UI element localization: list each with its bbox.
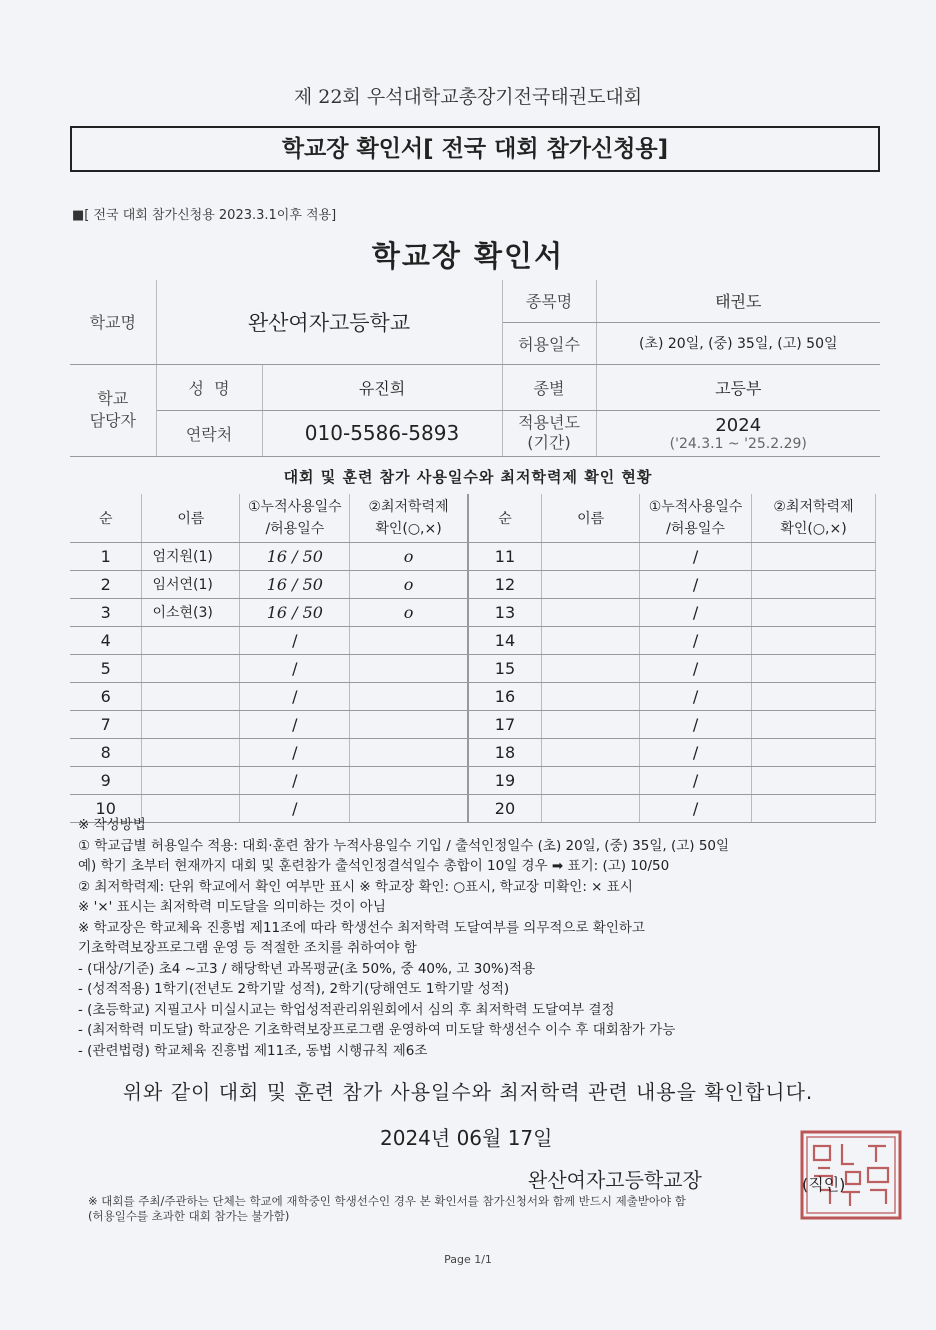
min-academic-check: o bbox=[350, 570, 468, 598]
row-number: 19 bbox=[468, 766, 542, 794]
student-name bbox=[142, 626, 240, 654]
col-name-header: 이름 bbox=[142, 494, 240, 542]
min-academic-check bbox=[752, 794, 876, 822]
year-label: 적용년도 (기간) bbox=[502, 410, 596, 456]
min-academic-check bbox=[752, 682, 876, 710]
instruction-line: - (초등학교) 지필고사 미실시교는 학업성적관리위원회에서 심의 후 최저학력 도달여부 결정 bbox=[78, 1001, 615, 1018]
row-number: 2 bbox=[70, 570, 142, 598]
instruction-line: ① 학교급별 허용일수 적용: 대회·훈련 참가 누적사용일수 기입 / 출석인정일수 (초) 20일, (중) 35일, (고) 50일 bbox=[78, 837, 730, 854]
row-number: 6 bbox=[70, 682, 142, 710]
instruction-line: ※ '×' 표시는 최저학력 미도달을 의미하는 것이 아님 bbox=[78, 899, 386, 915]
row-number: 16 bbox=[468, 682, 542, 710]
min-academic-check bbox=[350, 710, 468, 738]
row-number: 8 bbox=[70, 738, 142, 766]
row-number: 9 bbox=[70, 766, 142, 794]
usage-title: 대회 및 훈련 참가 사용일수와 최저학력제 확인 현황 bbox=[283, 468, 653, 486]
min-academic-check bbox=[350, 654, 468, 682]
used-days: / bbox=[640, 570, 752, 598]
school-label: 학교명 bbox=[70, 280, 156, 364]
student-name bbox=[542, 570, 640, 598]
col-no-header: 순 bbox=[468, 494, 542, 542]
used-days: / bbox=[240, 794, 350, 822]
event-title: 제 22회 우석대학교총장기전국태권도대회 bbox=[293, 86, 643, 108]
info-table bbox=[70, 280, 880, 457]
row-number: 17 bbox=[468, 710, 542, 738]
row-number: 1 bbox=[70, 542, 142, 570]
min-academic-check bbox=[752, 710, 876, 738]
table-row bbox=[70, 738, 876, 766]
main-title: 학교장 확인서 bbox=[371, 239, 565, 273]
instruction-line: 기초학력보장프로그램 운영 등 적절한 조치를 취하여야 함 bbox=[78, 940, 417, 956]
contact-label: 연락처 bbox=[156, 410, 262, 456]
manager-label: 학교 담당자 bbox=[70, 364, 156, 456]
col-no-header: 순 bbox=[70, 494, 142, 542]
row-number: 15 bbox=[468, 654, 542, 682]
min-academic-check bbox=[752, 738, 876, 766]
year-value: 2024 bbox=[715, 414, 762, 436]
instructions-heading: ※ 작성방법 bbox=[78, 817, 146, 833]
row-number: 18 bbox=[468, 738, 542, 766]
period-value: ('24.3.1 ~ '25.2.29) bbox=[669, 435, 807, 452]
used-days: / bbox=[640, 710, 752, 738]
used-days: / bbox=[240, 682, 350, 710]
year-cell bbox=[596, 410, 880, 456]
col-check-header: ②최저학력제 확인(○,×) bbox=[350, 494, 468, 542]
student-name bbox=[142, 710, 240, 738]
min-academic-check: o bbox=[350, 542, 468, 570]
student-name bbox=[542, 682, 640, 710]
row-number: 12 bbox=[468, 570, 542, 598]
usage-table bbox=[70, 494, 876, 823]
student-name: 이소현(3) bbox=[142, 598, 240, 626]
row-number: 13 bbox=[468, 598, 542, 626]
name-value: 유진희 bbox=[262, 364, 502, 410]
min-academic-check bbox=[752, 598, 876, 626]
category-value: 고등부 bbox=[596, 364, 880, 410]
table-row bbox=[70, 542, 876, 570]
col-days-header: ①누적사용일수 /허용일수 bbox=[240, 494, 350, 542]
used-days: 16 / 50 bbox=[240, 542, 350, 570]
confirmation-statement: 위와 같이 대회 및 훈련 참가 사용일수와 최저학력 관련 내용을 확인합니다. bbox=[122, 1080, 814, 1104]
row-number: 20 bbox=[468, 794, 542, 822]
min-academic-check bbox=[350, 766, 468, 794]
instruction-line: ※ 학교장은 학교체육 진흥법 제11조에 따라 학생선수 최저학력 도달여부를 의무적으로 확인하고 bbox=[78, 919, 645, 936]
name-label: 성 명 bbox=[156, 364, 262, 410]
table-row bbox=[70, 570, 876, 598]
min-academic-check bbox=[752, 654, 876, 682]
min-academic-check bbox=[350, 738, 468, 766]
used-days: / bbox=[640, 766, 752, 794]
table-row bbox=[70, 766, 876, 794]
contact-value: 010-5586-5893 bbox=[262, 410, 502, 456]
table-row bbox=[70, 682, 876, 710]
used-days: / bbox=[240, 626, 350, 654]
used-days: 16 / 50 bbox=[240, 598, 350, 626]
min-academic-check bbox=[752, 766, 876, 794]
used-days: / bbox=[640, 542, 752, 570]
used-days: / bbox=[640, 682, 752, 710]
col-days-header: ①누적사용일수 /허용일수 bbox=[640, 494, 752, 542]
student-name: 임서연(1) bbox=[142, 570, 240, 598]
student-name bbox=[142, 682, 240, 710]
instruction-line: - (최저학력 미도달) 학교장은 기초학력보장프로그램 운영하여 미도달 학생선수 이수 후 대회참가 가능 bbox=[78, 1022, 676, 1038]
allowed-days-label: 허용일수 bbox=[502, 322, 596, 364]
used-days: / bbox=[640, 794, 752, 822]
instruction-line: - (성적적용) 1학기(전년도 2학기말 성적), 2학기(당해연도 1학기말 성적) bbox=[78, 981, 510, 997]
min-academic-check bbox=[752, 626, 876, 654]
row-number: 14 bbox=[468, 626, 542, 654]
footer-note bbox=[88, 1194, 686, 1224]
used-days: / bbox=[240, 738, 350, 766]
table-row bbox=[70, 626, 876, 654]
row-number: 4 bbox=[70, 626, 142, 654]
used-days: / bbox=[640, 654, 752, 682]
seal-label: (직인) bbox=[802, 1175, 846, 1194]
used-days: / bbox=[640, 738, 752, 766]
student-name bbox=[142, 766, 240, 794]
row-number: 7 bbox=[70, 710, 142, 738]
instruction-line: ② 최저학력제: 단위 학교에서 확인 여부만 표시 ※ 학교장 확인: ○표시, 학교장 미확인: × 표시 bbox=[78, 878, 633, 895]
student-name bbox=[542, 626, 640, 654]
allowed-days-value: (초) 20일, (중) 35일, (고) 50일 bbox=[596, 322, 880, 364]
row-number: 3 bbox=[70, 598, 142, 626]
student-name bbox=[542, 738, 640, 766]
used-days: / bbox=[240, 710, 350, 738]
used-days: / bbox=[240, 654, 350, 682]
footer-line: (허용일수를 초과한 대회 참가는 불가함) bbox=[88, 1209, 290, 1223]
used-days: 16 / 50 bbox=[240, 570, 350, 598]
student-name bbox=[142, 738, 240, 766]
min-academic-check bbox=[350, 626, 468, 654]
used-days: / bbox=[240, 766, 350, 794]
student-name bbox=[542, 766, 640, 794]
min-academic-check: o bbox=[350, 598, 468, 626]
col-name-header: 이름 bbox=[542, 494, 640, 542]
used-days: / bbox=[640, 626, 752, 654]
student-name bbox=[142, 654, 240, 682]
col-check-header: ②최저학력제 확인(○,×) bbox=[752, 494, 876, 542]
principal-name: 완산여자고등학교장 bbox=[528, 1168, 702, 1192]
min-academic-check bbox=[752, 542, 876, 570]
instruction-line: - (관련법령) 학교체육 진흥법 제11조, 동법 시행규칙 제6조 bbox=[78, 1042, 428, 1059]
student-name bbox=[542, 542, 640, 570]
instruction-line: 예) 학기 초부터 현재까지 대회 및 훈련참가 출석인정결석일수 총합이 10일 경우 ➡ 표기: (고) 10/50 bbox=[78, 858, 670, 874]
footer-line: ※ 대회를 주최/주관하는 단체는 학교에 재학중인 학생선수인 경우 본 확인서를 참가신청서와 함께 반드시 제출받아야 함 bbox=[88, 1194, 686, 1208]
used-days: / bbox=[640, 598, 752, 626]
form-version-note: ■[ 전국 대회 참가신청용 2023.3.1이후 적용] bbox=[72, 208, 337, 223]
min-academic-check bbox=[752, 570, 876, 598]
instruction-line: - (대상/기준) 초4 ~고3 / 해당학년 과목평균(초 50%, 중 40%, 고 30%)적용 bbox=[78, 960, 536, 977]
school-value: 완산여자고등학교 bbox=[156, 280, 502, 364]
form-title-box: 학교장 확인서[ 전국 대회 참가신청용] bbox=[70, 126, 880, 172]
sport-label: 종목명 bbox=[502, 280, 596, 322]
category-label: 종별 bbox=[502, 364, 596, 410]
row-number: 5 bbox=[70, 654, 142, 682]
student-name: 엄지원(1) bbox=[142, 542, 240, 570]
issue-date: 2024년 06월 17일 bbox=[380, 1126, 553, 1150]
page-number: Page 1/1 bbox=[444, 1253, 492, 1266]
student-name bbox=[542, 710, 640, 738]
table-row bbox=[70, 710, 876, 738]
row-number: 11 bbox=[468, 542, 542, 570]
student-name bbox=[542, 598, 640, 626]
row-number: 10 bbox=[70, 794, 142, 822]
table-row bbox=[70, 598, 876, 626]
instructions bbox=[78, 815, 729, 1061]
sport-value: 태권도 bbox=[596, 280, 880, 322]
min-academic-check bbox=[350, 682, 468, 710]
student-name bbox=[542, 654, 640, 682]
table-row bbox=[70, 654, 876, 682]
